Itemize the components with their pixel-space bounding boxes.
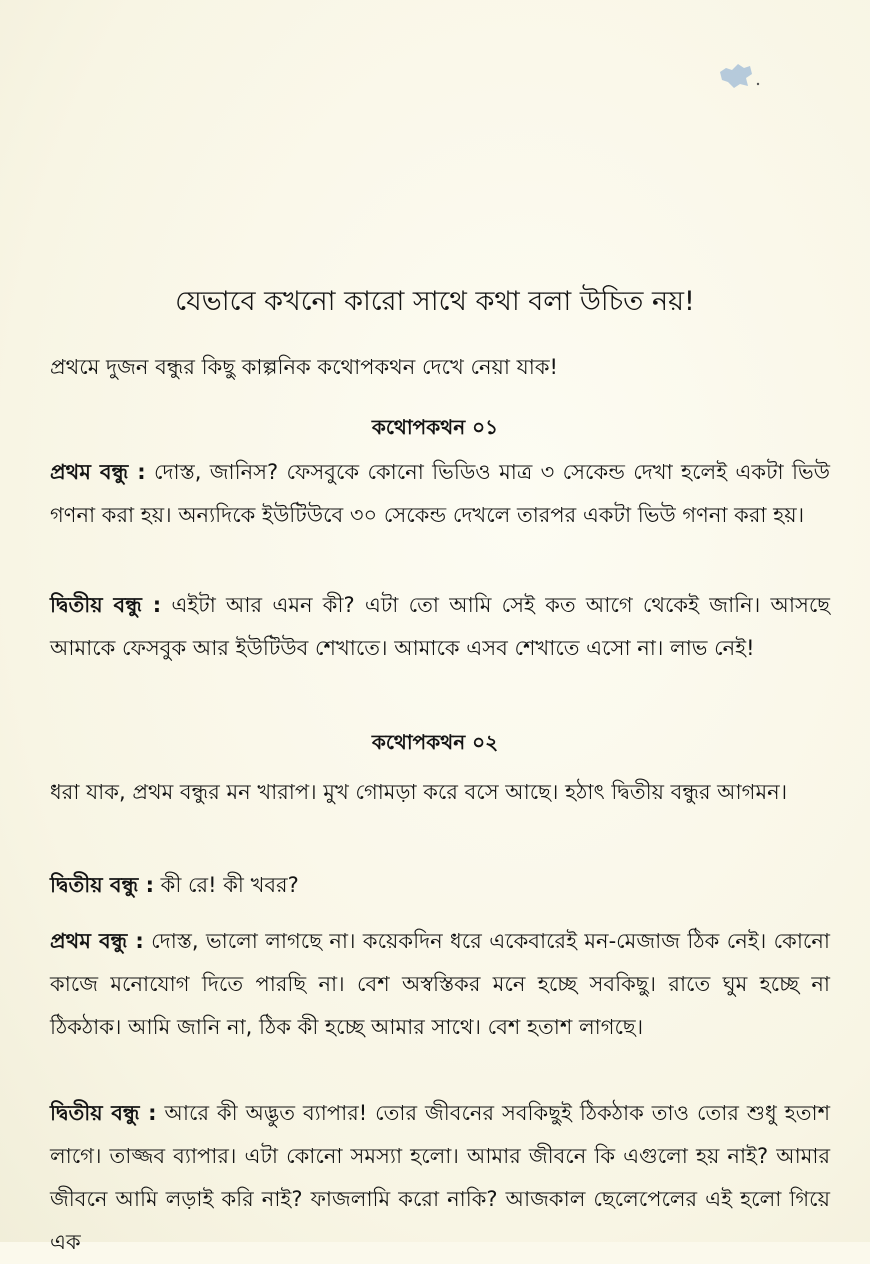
speaker-label: প্রথম বন্ধু : — [50, 929, 144, 953]
dialogue-text: দোস্ত, জানিস? ফেসবুকে কোনো ভিডিও মাত্র ৩ সেকেন্ড দেখা হলেই একটা ভিউ গণনা করা হয়। অন্যদিকে ইউটিউবে ৩০ সেকেন্ড দেখলে তারপর একটা ভিউ গণনা করা হয়। — [50, 460, 830, 527]
dialogue-text: আরে কী অদ্ভুত ব্যাপার! তোর জীবনের সবকিছুই ঠিকঠাক তাও তোর শুধু হতাশ লাগে। তাজ্জব ব্যাপার। এটা কোনো সমস্যা হলো। আমার জীবনে কি এগুলো হয় নাই? আমার জীবনে আমি লড়াই করি নাই? ফাজলামি করো নাকি? আজকাল ছেলেপেলের এই হলো গিয়ে এক — [50, 1101, 830, 1254]
conversation-2-paragraph-2 — [50, 920, 830, 1049]
speaker-label: দ্বিতীয় বন্ধু : — [50, 593, 162, 617]
conversation-2-paragraph-3 — [50, 1092, 830, 1264]
conversation-1-title: কথোপকথন ০১ — [371, 415, 499, 439]
conversation-2-paragraph-1 — [50, 864, 830, 907]
conversation-1-paragraph-2 — [50, 584, 830, 670]
ink-blot-mark — [716, 62, 760, 92]
dialogue-text: দোস্ত, ভালো লাগছে না। কয়েকদিন ধরে একেবারেই মন-মেজাজ ঠিক নেই। কোনো কাজে মনোযোগ দিতে পারছি না। বেশ অস্বস্তিকর মনে হচ্ছে সবকিছু। রাতে ঘুম হচ্ছে না ঠিকঠাক। আমি জানি না, ঠিক কী হচ্ছে আমার সাথে। বেশ হতাশ লাগছে। — [50, 929, 830, 1039]
dialogue-text: এইটা আর এমন কী? এটা তো আমি সেই কত আগে থেকেই জানি। আসছে আমাকে ফেসবুক আর ইউটিউব শেখাতে। আমাকে এসব শেখাতে এসো না। লাভ নেই! — [50, 593, 830, 660]
conversation-2-title: কথোপকথন ০২ — [371, 730, 499, 754]
conversation-2-narration: ধরা যাক, প্রথম বন্ধুর মন খারাপ। মুখ গোমড়া করে বসে আছে। হঠাৎ দ্বিতীয় বন্ধুর আগমন। — [50, 780, 788, 804]
speaker-label: দ্বিতীয় বন্ধু : — [50, 873, 154, 897]
dialogue-text: কী রে! কী খবর? — [160, 873, 299, 897]
speaker-label: প্রথম বন্ধু : — [50, 460, 146, 484]
chapter-heading: যেভাবে কখনো কারো সাথে কথা বলা উচিত নয়! — [175, 286, 695, 317]
speaker-label: দ্বিতীয় বন্ধু : — [50, 1101, 157, 1125]
conversation-1-paragraph-1 — [50, 451, 830, 537]
intro-paragraph: প্রথমে দুজন বন্ধুর কিছু কাল্পনিক কথোপকথন দেখে নেয়া যাক! — [50, 355, 558, 379]
